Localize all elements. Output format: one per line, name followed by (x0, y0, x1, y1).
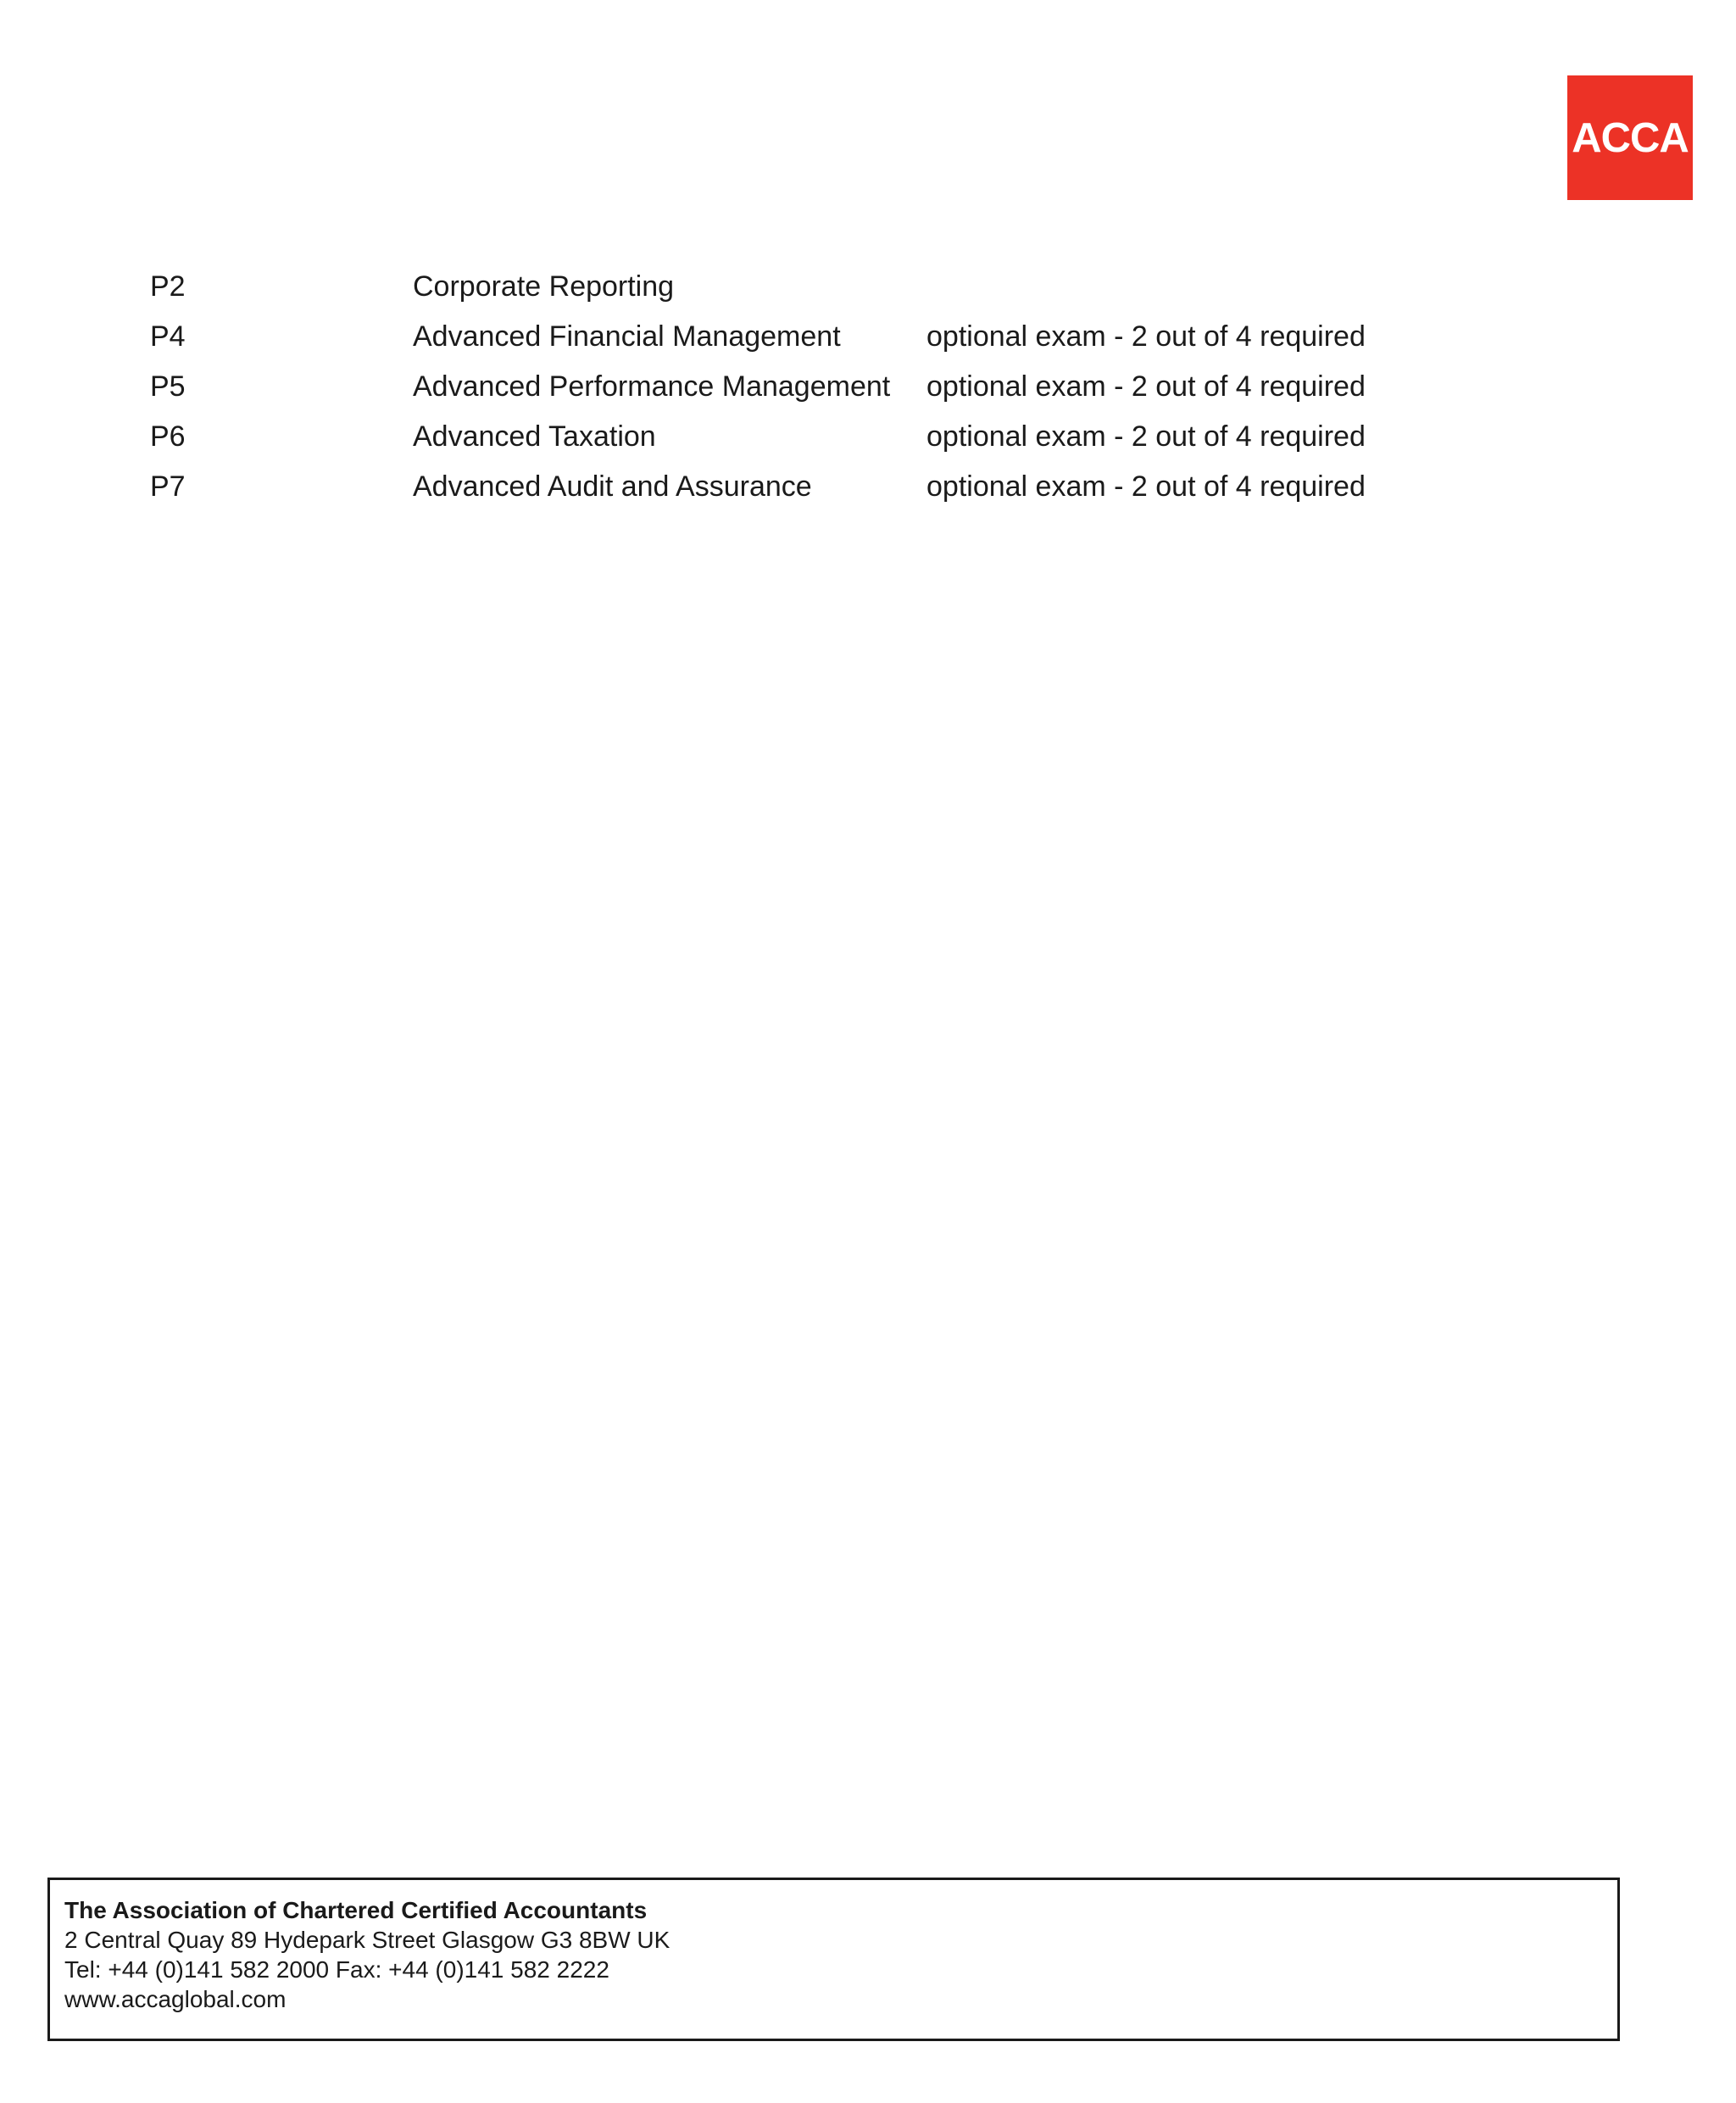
exam-row (0, 465, 1736, 508)
exam-title: Advanced Audit and Assurance (413, 470, 812, 503)
footer-website-link[interactable]: www.accaglobal.com (64, 1986, 287, 2012)
exam-row (0, 415, 1736, 458)
exam-title: Advanced Taxation (413, 420, 656, 453)
exam-row (0, 315, 1736, 358)
exam-code: P7 (150, 470, 186, 503)
logo-text: ACCA (1572, 114, 1689, 161)
footer-address: 2 Central Quay 89 Hydepark Street Glasgow G3 8BW UK (64, 1927, 670, 1953)
footer-contact: Tel: +44 (0)141 582 2000 Fax: +44 (0)141 582 2222 (64, 1956, 609, 1983)
footer-org-name: The Association of Chartered Certified Accountants (64, 1897, 648, 1923)
acca-logo (1567, 75, 1693, 200)
exam-code: P5 (150, 370, 186, 403)
exam-note: optional exam - 2 out of 4 required (926, 320, 1366, 353)
exam-title: Advanced Financial Management (413, 320, 841, 353)
exam-code: P6 (150, 420, 186, 453)
exam-note: optional exam - 2 out of 4 required (926, 470, 1366, 503)
exam-title: Corporate Reporting (413, 270, 675, 303)
exam-code: P4 (150, 320, 186, 353)
footer-contact-box (47, 1878, 1620, 2041)
exam-note: optional exam - 2 out of 4 required (926, 420, 1366, 453)
exam-row (0, 365, 1736, 408)
exam-row (0, 265, 1736, 308)
exam-note: optional exam - 2 out of 4 required (926, 370, 1366, 403)
exam-title: Advanced Performance Management (413, 370, 891, 403)
exam-code: P2 (150, 270, 186, 303)
